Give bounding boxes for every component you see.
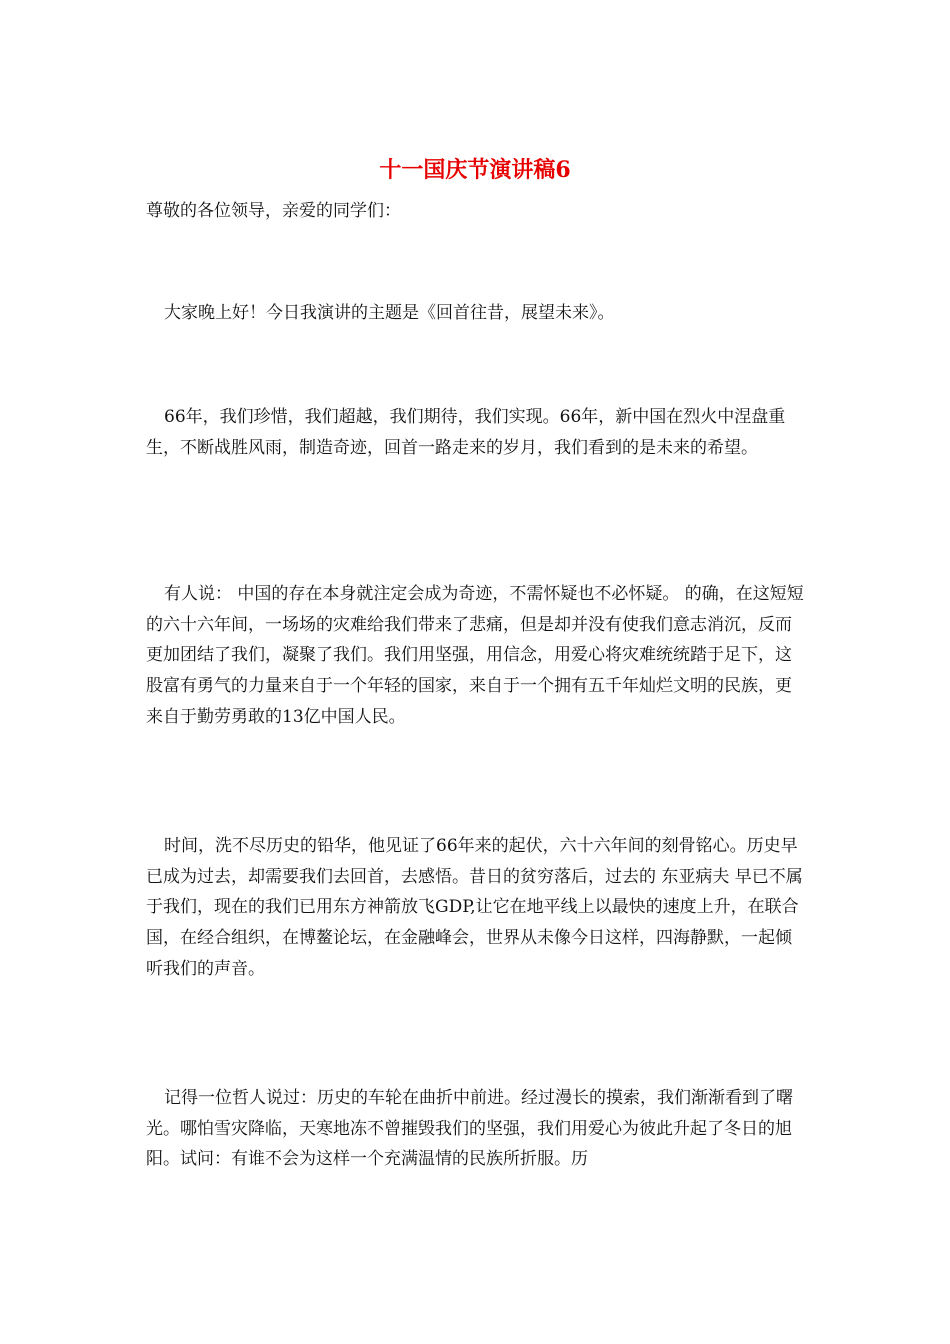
paragraph-greeting: 大家晚上好！今日我演讲的主题是《回首往昔，展望未来》。 [164,303,615,323]
paragraph-philosopher: 记得一位哲人说过：历史的车轮在曲折中前进。经过漫长的摸索，我们渐渐看到了曙光。哪怕雪灾降临，天寒地冻不曾摧毁我们的坚强，我们用爱心为彼此升起了冬日的旭阳。试问：有谁不会为这样一个充满温情的民族所折服。历 [146,1088,793,1170]
paragraph-66-years: 66年，我们珍惜，我们超越，我们期待，我们实现。66年，新中国在烈火中涅盘重生，不断战胜风雨，制造奇迹，回首一路走来的岁月，我们看到的是未来的希望。 [146,407,786,458]
paragraph-history: 时间，洗不尽历史的铅华，他见证了66年来的起伏，六十六年间的刻骨铭心。历史早已成为过去，却需要我们去回首，去感悟。昔日的贫穷落后，过去的 东亚病夫 早已不属于我们，现在的我们已用东方神箭放飞GDP,让它在地平线上以最快的速度上升，在联合国，在经合组织，在博鳌论坛，在金融峰会，世界从未像今日这样，四海静默，一起倾听我们的声音。 [146,836,803,979]
document-title: 十一国庆节演讲稿6 [379,157,571,183]
salutation: 尊敬的各位领导，亲爱的同学们： [146,201,401,221]
paragraph-miracle: 有人说： 中国的存在本身就注定会成为奇迹，不需怀疑也不必怀疑。 的确，在这短短的六十六年间，一场场的灾难给我们带来了悲痛，但是却并没有使我们意志消沉，反而更加团结了我们，凝聚了我们。我们用坚强，用信念，用爱心将灾难统统踏于足下，这股富有勇气的力量来自于一个年轻的国家，来自于一个拥有五千年灿烂文明的民族，更来自于勤劳勇敢的13亿中国人民。 [146,584,804,727]
